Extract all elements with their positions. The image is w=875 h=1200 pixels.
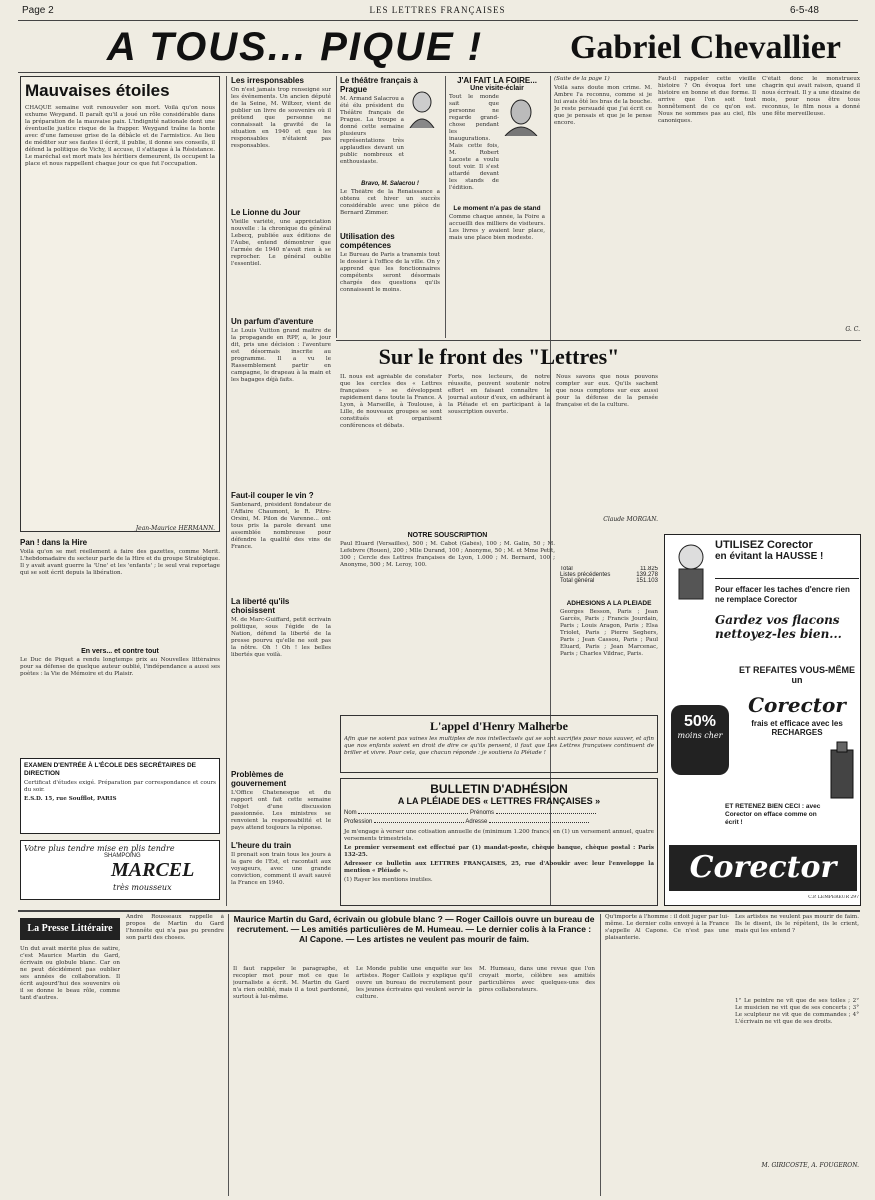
- foire-subtitle: Une visite-éclair: [470, 85, 524, 92]
- nom-label: Nom: [344, 810, 357, 816]
- adresse-label: Adresse: [465, 819, 488, 825]
- previous-row: Listes précédentes 139.278: [560, 572, 658, 578]
- adresse-field[interactable]: [489, 822, 589, 823]
- mauvaises-etoiles: [20, 76, 220, 532]
- esd-ad: [20, 758, 220, 834]
- front-section: [340, 344, 658, 530]
- presse-text: Un dut avait mérité plus de satire, c'est Maurice Martin du Gard, écrivain ou globule blanc. Car on ne peut décidément pas oublier ses années de collaboration. Il écrit aujourd'hui des souvenirs où il se donne le beau rôle, comme tant d'autres.: [20, 946, 120, 1001]
- esd-address: E.S.D. 15, rue Soufflot, PARIS: [24, 796, 117, 802]
- front-title: Sur le front des "Lettres": [378, 344, 620, 369]
- liberte-title: La liberté qu'ils choisissent: [231, 597, 290, 615]
- headline-left: A TOUS... PIQUE !: [106, 25, 484, 69]
- front-text2: Forts, nos lecteurs, de notre réussite, peuvent soutenir notre effort en faisant connaître le journal autour d'eux, en adhérant à la Pléiade et en participant à la souscription ouverte.: [448, 374, 550, 415]
- masthead: [0, 0, 875, 22]
- masthead-date: 6-5-48: [790, 5, 819, 16]
- profession-field[interactable]: [374, 822, 464, 823]
- assiette-text2: Les artistes ne veulent pas mourir de faim. Ils le disent, ils le répètent, ils le crient, mais qui les entend ?: [735, 914, 859, 934]
- bulletin-fields: [344, 810, 654, 816]
- mauvaises-signature: Jean-Maurice HERMANN.: [135, 525, 215, 532]
- lion-text: Vieille variété, une appréciation nouvelle : la chronique du général Lebecq, publiée aux éditions de l'Aube, entend démontrer que l'armée de 1940 n'avait rien à se reprocher. Le général oublie l'essentiel.: [231, 219, 331, 267]
- pan-text: Voilà qu'on se met réellement à faire des gazettes, comme Merit. L'hebdomadaire du secteur parle de la Hire et du groupe Stratégique. Il y avait avant guerre la 'Une' et les 'enfants' ; le seul vrai reportage qui se soit écrit depuis la libération.: [20, 549, 220, 576]
- competences-text: Le Bureau de Paris a transmis tout le dossier à l'office de la ville. On y apprend que les fonctionnaires compétents seront désormais chargés des questions qu'ils connaissent le moins.: [340, 252, 440, 293]
- presse-title: La Presse Littéraire: [20, 918, 120, 940]
- chevallier-text1: Voilà sans doute mon crime. M. Ambre l'a reconnu, comme si je lui avais ôté les bras de la bouche. Je reste persuadé que j'ai écrit ce que je pensais et que je le pense encore.: [554, 85, 652, 126]
- shampoo-brand: MARCEL: [111, 859, 195, 881]
- theatre-text: M. Armand Salacrou a été élu président du Théâtre français de Prague. La troupe a donné cette semaine plusieurs représentations très applaudies devant un public nombreux et enthousiaste.: [340, 96, 404, 165]
- pleiade-section: [560, 600, 658, 712]
- corector-ad: [664, 534, 861, 906]
- corector-tag: UTILISEZ Corector en évitant la HAUSSE !: [715, 539, 859, 579]
- liberte-text: M. de Marc-Guiffard, petit écrivain politique, sous l'égide de la Nation, défend la liberté de la presse pourvu qu'elle ne soit pas la nôtre. Oh ! Oh ! les belles libertés que voilà.: [231, 617, 331, 658]
- souscription-text: Paul Éluard (Versailles), 500 ; M. Cabot (Gabès), 100 ; M. Galin, 50 ; M. Lefebvre (Rouen), 200 ; Mlle Durand, 100 ; Anonyme, 50 ; M. et Mme Petit, 300 ; Cercle des Lettres françaises de Lyon, 1.000 ; M. Bernard, 100 ; Anonyme, 500 ; M. Leroy, 100.: [340, 541, 555, 568]
- shampoo-ad: [20, 840, 220, 900]
- problemes-text: L'Office Chatenesque et du rapport ont fait cette semaine l'objet d'une discussion passionnée. Les ministres se renvoient la responsabilité et le pays attend toujours la réponse.: [231, 790, 331, 831]
- souscription-totals: [560, 566, 658, 596]
- chevallier-intro: (Suite de la page 1): [554, 76, 610, 82]
- bulletin-form: [340, 778, 658, 906]
- pleiade-text: Georges Besson, Paris ; Jean Garcès, Paris ; Francis Jourdain, Paris ; Louis Aragon, Paris ; Elsa Triolet, Paris ; Pierre Seghers, Paris ; Jean Cassou, Paris ; Paul Eluard, Paris ; Jean Marcenac, Paris ; Charles Vildrac, Paris.: [560, 609, 658, 657]
- profession-label: Profession: [344, 819, 373, 825]
- chevallier-article: [554, 76, 860, 338]
- mauvaises-title: Mauvaises étoiles: [25, 81, 170, 100]
- theatre-title: Le théâtre français à Prague: [340, 76, 418, 94]
- corector-bottle: [825, 740, 859, 800]
- pan-title: Pan ! dans la Hire: [20, 538, 88, 547]
- foire-title: J'AI FAIT LA FOIRE...: [457, 76, 537, 85]
- shampoo-line1: Votre plus tendre mise en plis tendre: [24, 844, 175, 853]
- mauvaises-text: CHAQUE semaine voit renouveler son mort. Voilà qu'on nous exhume Weygand. Il paraît qu'il a joué un rôle considérable dans la préparation de la mauvaise paix. L'indignité nationale dont une éventuelle justice risque de la frapper. Weygand traîne la honte avec d'une fameuse grise de la débâcle et de l'armistice. Au lieu de méditer sur ses fautes il écrit, il publie, il donne ses conseils, il défend la politique de Vichy, il accuse, il s'attaque à la Résistance. Le maréchal est mort mais les héritiers demeurent, ils occupent la place et nous rappellent chaque jour ce que fut l'occupation.: [25, 105, 215, 167]
- theatre-text2: Le Théâtre de la Renaissance a obtenu cet hiver un succès considérable avec une pièce de Bernard Zimmer.: [340, 189, 440, 216]
- bulletin-subtitle: A LA PLÉIADE DES « LETTRES FRANÇAISES »: [397, 796, 601, 806]
- discount-badge: 50% moins cher: [671, 705, 729, 775]
- coupe-text: Santenard, président fondateur de l'Affaire Chaumont, le R. Pitre-Orsini, M. Pilon de Varenne... ont tous pris la parole devant une assemblée nombreuse pour défendre la qualité des vins de France.: [231, 502, 331, 550]
- assiette-text1: Qu'importe à l'homme : il doit juger par lui-même. Le dernier colis envoyé à la France s'appelle Al Capone. Ce n'est pas une plaisanterie.: [605, 914, 729, 941]
- assiette-list: 1° Le peintre ne vit que de ses toiles ; 2° Le musicien ne vit que de ses concerts ; 3° Le sculpteur ne vit que de commandes ; 4° L'écrivain ne vit que de ses droits.: [735, 998, 859, 1025]
- corector-line5: ET RETENEZ BIEN CECI : avec Corector on efface comme on écrit !: [725, 803, 821, 826]
- lion-title: Le Lionne du Jour: [231, 208, 301, 217]
- irresp-text: On n'est jamais trop renseigné sur les événements. Un ancien député de la Seine, M. Wiltzer, vient de publier un livre de souvenirs où il prétend que personne ne connaissait la gravité de la situation en 1940 et que les responsables n'étaient pas responsables.: [231, 87, 331, 149]
- assiette-signature: M. GIRICOSTE, A. FOUGERON.: [761, 1162, 859, 1169]
- corector-line2: Gardez vos flacons nettoyez-les bien...: [715, 613, 842, 641]
- coupe-title: Faut-il couper le vin ?: [231, 491, 314, 500]
- esd-title: EXAMEN D'ENTRÉE À L'ÉCOLE DES SECRÉTAIRES DE DIRECTION: [24, 762, 196, 777]
- presse-text2: André Rousseaux rappelle à propos de Martin du Gard l'honnête qui n'a pas pu prendre son parti des choses.: [126, 914, 224, 941]
- front-text3: Nous savons que nous pouvons compter sur eux. Qu'ils sachent que nous comptons sur eux aussi pour la défense de la pensée française et de la culture.: [556, 374, 658, 408]
- front-text1: IL nous est agréable de constater que les cercles des « Lettres françaises » se développent rapidement dans toute la France. A Lyon, à Marseille, à Toulouse, à Lille, de nouveaux groupes se sont constitués et organisent conférences et débats.: [340, 374, 442, 429]
- foire-section: [449, 76, 545, 338]
- martin-text2: Le Monde publie une enquête sur les artistes. Roger Caillois y explique qu'il ouvre un bureau de recrutement pour les jeunes écrivains qui veulent servir la culture.: [356, 966, 472, 1000]
- souscription-title: NOTRE SOUSCRIPTION: [407, 532, 488, 539]
- corector-brand: Corector: [748, 693, 846, 717]
- corector-figure: [669, 541, 713, 601]
- martin-text3: M. Humeau, dans une revue que l'on croyait morte, célèbre ses amitiés particulières avec quelques-uns des pires collaborateurs.: [479, 966, 595, 993]
- portrait-illustration: [406, 90, 438, 128]
- foire-subtitle2: Le moment n'a pas de stand: [453, 205, 541, 212]
- pan-subtitle: En vers... et contre tout: [81, 648, 159, 655]
- corector-credit: C.P. LEMPEREUR 297: [808, 895, 859, 900]
- shampoo-tag: SHAMPOING: [104, 853, 141, 859]
- assiette-right: [735, 914, 859, 1196]
- martin-title: Maurice Martin du Gard, écrivain ou globule blanc ? — Roger Caillois ouvre un bureau de recrutement. — Les amitiés particulières de M. Humeau. — Le dernier colis à la France : Al Capone. — Les artistes ne veulent pas mourir de faim.: [233, 914, 595, 944]
- martin-text1: Il faut rappeler le paragraphe, et recopier mot pour mot ce que le journaliste a écrit. M. Martin du Gard n'a rien oublié, mais il a tout pardonné, surtout à lui-même.: [233, 966, 349, 1000]
- bulletin-title: BULLETIN D'ADHÉSION: [430, 782, 568, 796]
- malherbe-title: L'appel d'Henry Malherbe: [430, 719, 568, 733]
- prenoms-field[interactable]: [496, 813, 596, 814]
- problemes-title: Problèmes de gouvernement: [231, 770, 287, 788]
- chevallier-text3: C'était donc le monstrueux chagrin qui avait raison, quand il nous écrivait. Il y a une dizaine de mois, pour nous être tous reconnus, le film nous a donné une fête merveilleuse.: [762, 76, 860, 117]
- souscription-section: [340, 532, 555, 632]
- corector-line4: frais et efficace avec les RECHARGES: [751, 719, 843, 737]
- malherbe-appeal: [340, 715, 658, 773]
- pan-section: [20, 538, 220, 753]
- bulletin-note: (1) Rayer les mentions inutiles.: [344, 877, 433, 883]
- competences-title: Utilisation des compétences: [340, 232, 395, 250]
- foire-text: Tout le monde sait que personne ne regarde grand-chose pendant les inaugurations. Mais cette fois, M. Robert Lacoste a voulu tout voir. Il s'est attardé devant les stands de l'édition.: [449, 94, 499, 191]
- irresp-title: Les irresponsables: [231, 76, 304, 85]
- heure-text: Il prenait son train tous les jours à la gare de l'Est, et racontait aux voyageurs, avec une grande conviction, comment il avait sauvé la France en 1940.: [231, 852, 331, 886]
- parfum-text: Le Louis Vuitton grand maître de la propagande en RPF, a, le jour dit, pris une décision : l'aventure est désormais inscrite au programme. Il a vu le Rassemblement partir en campagne, le drapeau à la main et les bagages déjà faits.: [231, 328, 331, 383]
- headline-right: Gabriel Chevallier: [569, 29, 841, 66]
- esd-text: Certificat d'études exigé. Préparation par correspondance et cours du soir.: [24, 780, 216, 793]
- pan-text2: Le Duc de Piquet a rendu longtemps prix au Nouvelles littéraires pour sa défense de quelque auteur oublié, l'indépendance a aussi ses poètes : la Vie de Mémoire et du Plaisir.: [20, 657, 220, 677]
- heure-title: L'heure du train: [231, 841, 292, 850]
- pleiade-title: ADHÉSIONS A LA PLÉIADE: [566, 600, 652, 607]
- page-number: Page 2: [22, 5, 54, 16]
- foire-text2: Comme chaque année, la Foire a accueilli des milliers de visiteurs. Les livres y avaient leur place, mais une place bien modeste.: [449, 214, 545, 241]
- theatre-bravo: Bravo, M. Salacrou !: [361, 181, 419, 187]
- bulletin-fields-2: [344, 819, 654, 825]
- parfum-title: Un parfum d'aventure: [231, 317, 314, 326]
- nom-field[interactable]: [358, 813, 468, 814]
- front-signature: Claude MORGAN.: [603, 516, 658, 523]
- corector-line1: Pour effacer les taches d'encre rien ne remplace Corector: [715, 585, 850, 604]
- masthead-title: LES LETTRES FRANÇAISES: [369, 5, 506, 15]
- corector-line3: ET REFAITES VOUS-MÊME un: [738, 665, 855, 685]
- bulletin-engage: Je m'engage à verser une cotisation annuelle de (minimum 1.200 francs) en (1) un versement annuel, quatre versements trimestriels.: [344, 829, 654, 842]
- chevallier-signature: G. C.: [845, 326, 860, 333]
- portrait-illustration: [501, 96, 541, 136]
- malherbe-text: Afin que ne soient pas vaines les multiples de nos intellectuels qui se sont sacrifiés pour nous sauver, et afin que nos enfants soient en droit de dire ce qu'ils pensent, il faut que Les Lettres françaises continuent de briller et vivre. Pour cela, que chacun réponde : je soutiens la Pléiade !: [344, 736, 654, 756]
- corector-banner: Corector: [669, 845, 857, 891]
- problemes-section: [231, 770, 331, 906]
- bulletin-adresser: Adresser ce bulletin aux LETTRES FRANÇAISES, 25, rue d'Aboukir avec leur l'enveloppe la mention « Pléiade ».: [344, 861, 654, 874]
- theatre-section: [340, 76, 440, 338]
- bulletin-premier: Le premier versement est effectué par (1) mandat-poste, chèque banque, chèque postal : Paris 132-25.: [344, 845, 654, 858]
- grand-total-row: Total général 151.103: [560, 578, 658, 584]
- shampoo-line2: très mousseux: [113, 883, 172, 892]
- prenoms-label: Prénoms: [470, 810, 495, 816]
- total-row: Total 11.825: [560, 566, 658, 572]
- chevallier-text2: Faut-il rappeler cette vieille histoire ? On évoqua fort une histoire en bonne et due forme. Il arrive que l'on soit tout honnêtement de ce qu'on est. Nous ne sommes pas au ciel, fils canoniques.: [658, 76, 756, 124]
